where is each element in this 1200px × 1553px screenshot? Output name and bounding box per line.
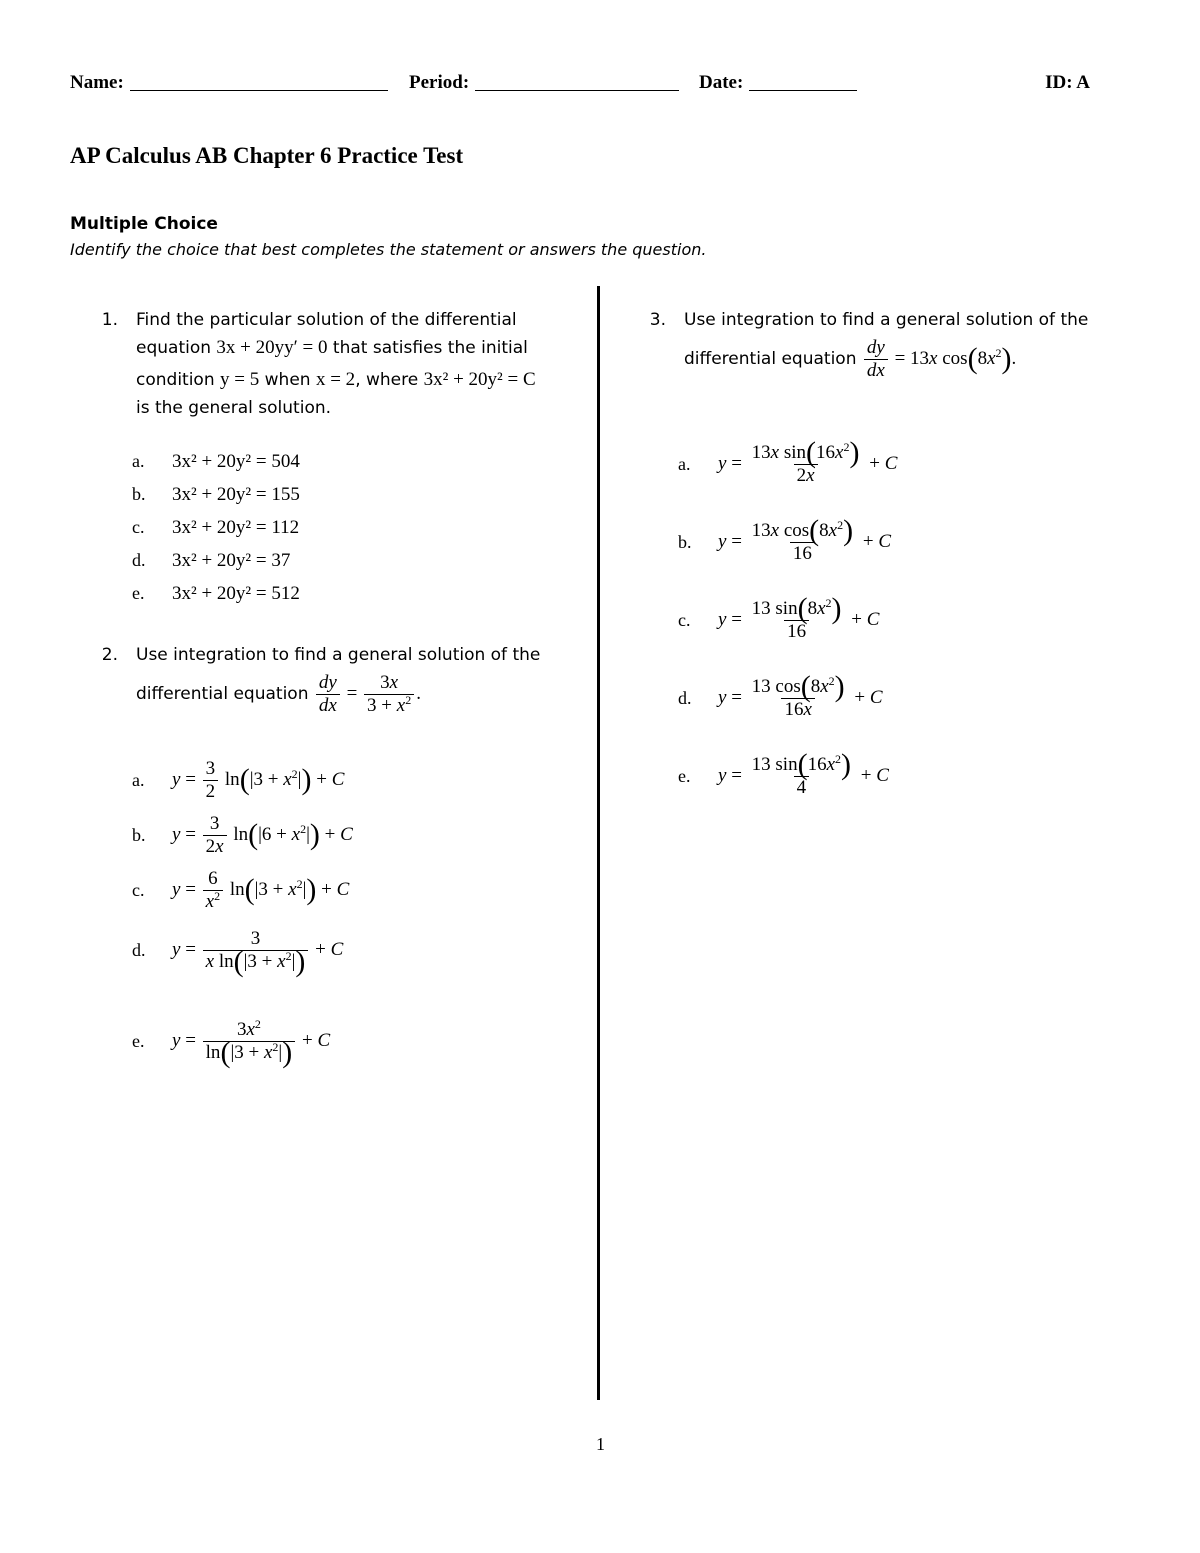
option-expression: y = $\frac{6}{x^2}$ $\ln(|3 + x^2|) + C$ [172, 868, 350, 912]
text: differential equation [136, 683, 314, 704]
equation: y = 5 [220, 369, 260, 390]
option-label: b. [678, 532, 692, 552]
text: condition [136, 370, 221, 390]
page-number: 1 [596, 1434, 605, 1454]
option-label: a. [132, 451, 145, 471]
section-instructions: Identify the choice that best completes the statement or answers the question. [70, 240, 707, 259]
date-field[interactable] [699, 72, 743, 94]
option-expression: y = $\frac{13x \cos(8x^2)}{16}$ + C [718, 514, 892, 564]
option-label: d. [132, 550, 146, 570]
id-label: ID: A [1045, 72, 1090, 93]
option-expression: 3x² + 20y² = 512 [172, 583, 300, 604]
question-text-line [136, 672, 421, 717]
option-expression: y = $\frac{13 \sin(8x^2)}{16}$ + C [718, 592, 880, 642]
option-expression: 3x² + 20y² = 112 [172, 517, 300, 538]
question-text-line [684, 337, 1016, 382]
question-number: 3. [649, 310, 666, 330]
equation: $\frac{dy}{dx}$ = 13x $\cos(8x^2)$. [862, 348, 1016, 369]
text: , where [355, 370, 424, 390]
section-heading: Multiple Choice [70, 214, 218, 234]
equation: x = 2 [315, 369, 356, 390]
text: equation [136, 338, 217, 358]
option-label: e. [132, 583, 145, 603]
option-label: a. [678, 454, 691, 474]
option-label: d. [132, 940, 146, 960]
period-blank[interactable] [475, 72, 679, 91]
option-label: e. [678, 766, 691, 786]
option-expression: 3x² + 20y² = 155 [172, 484, 300, 505]
text: differential equation [684, 348, 862, 369]
option-expression: y = $\frac{13x \sin(16x^2)}{2x}$ + C [718, 436, 898, 486]
question-text-line: Use integration to find a general solution of the [684, 310, 1089, 330]
question-text-line: is the general solution. [136, 398, 332, 418]
option-expression: 3x² + 20y² = 37 [172, 550, 291, 571]
text: when [259, 370, 316, 390]
option-expression: y = $\frac{13 \cos(8x^2)}{16x}$ + C [718, 670, 883, 720]
column-divider [597, 286, 600, 1400]
question-text-line: Use integration to find a general solution of the [136, 645, 541, 665]
option-label: c. [132, 517, 145, 537]
option-label: b. [132, 825, 146, 845]
page-title: AP Calculus AB Chapter 6 Practice Test [70, 143, 464, 168]
equation: 3x + 20yy′ = 0 [216, 337, 328, 358]
question-text-line [136, 366, 536, 394]
option-expression: y = $\frac{13 \sin(16x^2)}{4}$ + C [718, 748, 889, 798]
option-label: c. [132, 880, 145, 900]
option-expression: y = $\frac{3}{2}$ $\ln(|3 + x^2|) + C$ [172, 758, 345, 802]
option-label: e. [132, 1031, 145, 1051]
option-label: d. [678, 688, 692, 708]
question-text-line [136, 334, 528, 362]
name-blank[interactable] [130, 72, 388, 91]
option-expression: y = $\frac{3x^2}{\ln(|3 + x^2|)}$ + C [172, 1017, 331, 1069]
text: that satisfies the initial [327, 338, 528, 358]
date-blank[interactable] [749, 72, 857, 91]
date-label: Date: [699, 72, 744, 93]
option-expression: y = $\frac{3}{2x}$ $\ln(|6 + x^2|) + C$ [172, 813, 353, 857]
question-number: 2. [101, 645, 118, 665]
equation: 3x² + 20y² = C [423, 369, 536, 390]
question-number: 1. [101, 310, 118, 330]
option-expression: y = $\frac{3}{x \ln(|3 + x^2|)}$ + C [172, 928, 344, 978]
name-label: Name: [70, 72, 124, 93]
period-field[interactable] [409, 72, 469, 94]
option-expression: 3x² + 20y² = 504 [172, 451, 300, 472]
name-field[interactable] [70, 72, 124, 94]
option-label: a. [132, 770, 145, 790]
header [70, 72, 1090, 98]
period-label: Period: [409, 72, 470, 93]
option-label: c. [678, 610, 691, 630]
option-label: b. [132, 484, 146, 504]
question-text-line: Find the particular solution of the differential [136, 310, 517, 330]
equation: $\frac{dy}{dx}$ = $\frac{3x}{3 + x^2}$ . [314, 683, 421, 704]
